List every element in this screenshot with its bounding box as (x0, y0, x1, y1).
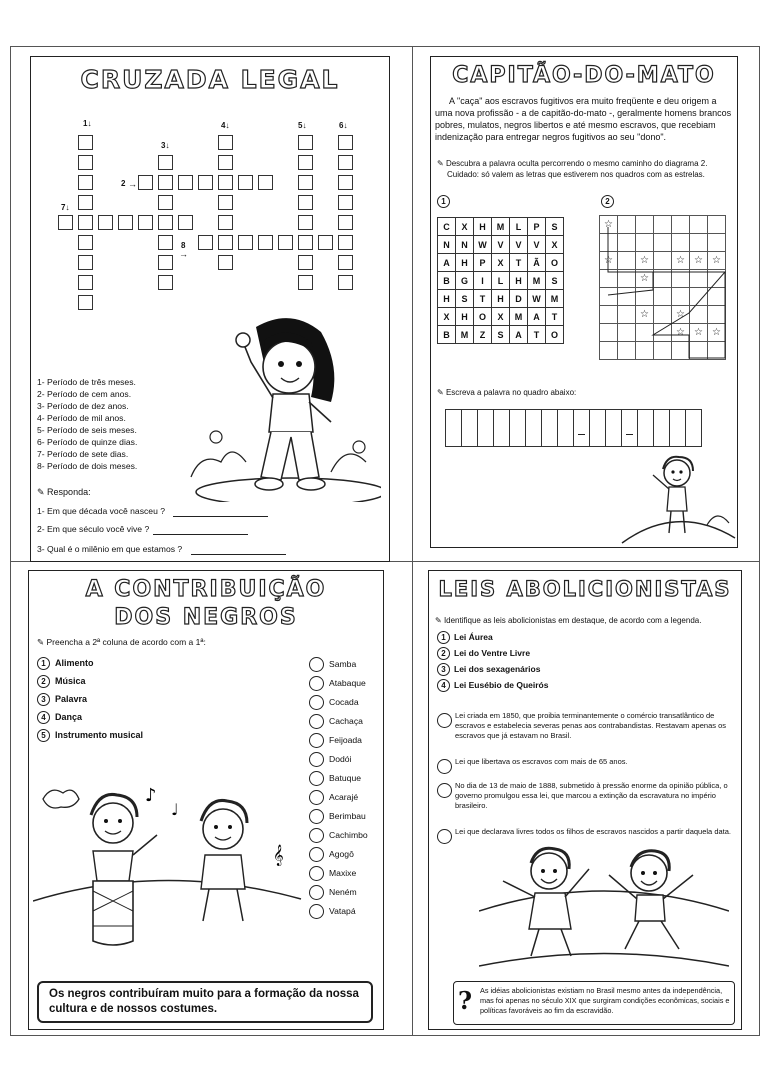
statement-answer-circle[interactable] (437, 829, 452, 844)
clue-item: 7- Período de sete dias. (37, 449, 129, 459)
clue-number-3: 3↓ (161, 141, 170, 150)
item-label: Feijoada (329, 735, 362, 745)
letter-cell: M (492, 218, 510, 236)
crossword-panel (30, 56, 390, 562)
clue-number-1: 1↓ (83, 119, 92, 128)
crossword-cell[interactable] (78, 135, 93, 150)
letter-cell: H (456, 308, 474, 326)
letter-cell: H (474, 218, 492, 236)
answer-box[interactable] (637, 409, 654, 447)
vertical-divider (412, 46, 413, 1036)
letter-cell: S (492, 326, 510, 344)
letter-cell: T (546, 308, 564, 326)
letter-cell: N (456, 236, 474, 254)
letter-cell: V (492, 236, 510, 254)
letter-cell: B (438, 326, 456, 344)
letter-cell: H (492, 290, 510, 308)
item-label: Acarajé (329, 792, 359, 802)
children-illustration (479, 841, 729, 981)
category-number-badge: 2 (37, 675, 50, 688)
letter-cell: Ã (528, 254, 546, 272)
svg-text:♩: ♩ (171, 800, 179, 819)
letter-cell: A (528, 308, 546, 326)
crossword-cell[interactable] (158, 255, 173, 270)
legend-label: Lei Áurea (454, 632, 493, 642)
item-label: Cachaça (329, 716, 363, 726)
write-instruction-text: Escreva a palavra no quadro abaixo: (445, 388, 577, 397)
item-label: Dodói (329, 754, 352, 764)
clue-item: 5- Período de seis meses. (37, 425, 137, 435)
crossword-cell[interactable] (158, 235, 173, 250)
crossword-cell[interactable] (238, 235, 253, 250)
crossword-cell[interactable] (298, 155, 313, 170)
leis-instruction-text: Identifique as leis abolicionistas em destaque, de acordo com a legenda. (443, 616, 702, 625)
item-answer-circle[interactable] (309, 809, 324, 824)
star-icon: ☆ (604, 254, 613, 266)
answer-box[interactable] (525, 409, 542, 447)
crossword-cell[interactable] (98, 215, 113, 230)
statement-answer-circle[interactable] (437, 783, 452, 798)
letter-cell: O (546, 326, 564, 344)
item-answer-circle[interactable] (309, 657, 324, 672)
crossword-cell[interactable] (78, 255, 93, 270)
answer-boxes[interactable] (445, 409, 701, 447)
clue-item: 8- Período de dois meses. (37, 461, 138, 471)
letter-cell: M (546, 290, 564, 308)
crossword-cell[interactable] (298, 195, 313, 210)
respond-label: ✎ Responda: (37, 487, 91, 497)
clue-number-6: 6↓ (339, 121, 348, 130)
capitao-panel (430, 56, 738, 548)
answer-box[interactable] (589, 409, 606, 447)
statement-answer-circle[interactable] (437, 713, 452, 728)
respond-label-text: Responda: (47, 487, 91, 497)
arrow-right-2: → (128, 179, 137, 189)
write-instruction: ✎ Escreva a palavra no quadro abaixo: (437, 388, 577, 397)
letter-cell: X (546, 236, 564, 254)
item-answer-circle[interactable] (309, 733, 324, 748)
crossword-cell[interactable] (78, 295, 93, 310)
crossword-cell[interactable] (298, 175, 313, 190)
answer-box[interactable] (509, 409, 526, 447)
crossword-cell[interactable] (158, 155, 173, 170)
item-label: Agogô (329, 849, 354, 859)
star-icon: ☆ (640, 254, 649, 266)
star-icon: ☆ (712, 326, 721, 338)
crossword-cell[interactable] (218, 235, 233, 250)
capitao-instruction-2: Cuidado: só valem as letras que estiverem nos quadros com as estrelas. (447, 170, 705, 179)
crossword-cell[interactable] (158, 215, 173, 230)
item-label: Atabaque (329, 678, 366, 688)
category-number-badge: 3 (37, 693, 50, 706)
legend-number-badge: 2 (437, 647, 450, 660)
letter-cell: X (492, 254, 510, 272)
crossword-cell[interactable] (338, 215, 353, 230)
clue-item: 4- Período de mil anos. (37, 413, 126, 423)
capitao-title: CAPITÃO-DO-MATO (452, 63, 716, 88)
category-label: Alimento (55, 658, 94, 668)
contribuicao-panel (28, 570, 384, 1030)
item-answer-circle[interactable] (309, 695, 324, 710)
letter-cell: M (510, 308, 528, 326)
letter-cell: W (528, 290, 546, 308)
answer-line-3[interactable] (191, 554, 286, 555)
crossword-cell[interactable] (158, 175, 173, 190)
item-label: Vatapá (329, 906, 356, 916)
answer-box[interactable] (573, 409, 590, 447)
letter-cell: C (438, 218, 456, 236)
leis-panel (428, 570, 742, 1030)
clue-number-7: 7↓ (61, 203, 70, 212)
crossword-cell[interactable] (138, 175, 153, 190)
crossword-cell[interactable] (178, 175, 193, 190)
drummers-illustration (33, 771, 303, 961)
question-3: 3- Qual é o milênio em que estamos ? (37, 544, 183, 554)
letter-cell: V (510, 236, 528, 254)
category-label: Dança (55, 712, 83, 722)
crossword-cell[interactable] (258, 235, 273, 250)
letter-cell: H (510, 272, 528, 290)
clue-number-8: 8 (181, 241, 186, 250)
clue-item: 2- Período de cem anos. (37, 389, 132, 399)
crossword-cell[interactable] (298, 215, 313, 230)
category-number-badge: 4 (37, 711, 50, 724)
statement-text: No dia de 13 de maio de 1888, submetido à pressão enorme da opinião pública, o governo promulgou essa lei, que marcou a extinção da escravatura no império brasileiro. (455, 781, 728, 810)
legend-label: Lei Eusébio de Queirós (454, 680, 549, 690)
crossword-cell[interactable] (218, 195, 233, 210)
capitao-instruction-1-text: Descubra a palavra oculta percorrendo o mesmo caminho do diagrama 2. (445, 159, 708, 168)
crossword-cell[interactable] (298, 255, 313, 270)
crossword-cell[interactable] (338, 255, 353, 270)
crossword-cell[interactable] (338, 175, 353, 190)
contribuicao-instruction-text: Preencha a 2ª coluna de acordo com a 1ª: (46, 637, 206, 647)
crossword-cell[interactable] (218, 135, 233, 150)
crossword-cell[interactable] (298, 135, 313, 150)
star-icon: ☆ (640, 308, 649, 320)
star-icon: ☆ (676, 326, 685, 338)
answer-box[interactable] (653, 409, 670, 447)
letter-cell: X (492, 308, 510, 326)
letter-cell: S (546, 272, 564, 290)
legend-number-badge: 3 (437, 663, 450, 676)
item-label: Neném (329, 887, 357, 897)
letter-cell: T (510, 254, 528, 272)
answer-box[interactable] (669, 409, 686, 447)
clue-number-5: 5↓ (298, 121, 307, 130)
crossword-cell[interactable] (338, 135, 353, 150)
letter-grid (437, 217, 564, 344)
star-icon: ☆ (712, 254, 721, 266)
clue-number-4: 4↓ (221, 121, 230, 130)
answer-box[interactable] (605, 409, 622, 447)
letter-cell: V (528, 236, 546, 254)
item-label: Maxixe (329, 868, 357, 878)
clue-item: 3- Período de dez anos. (37, 401, 129, 411)
letter-cell: L (492, 272, 510, 290)
crossword-cell[interactable] (218, 175, 233, 190)
category-number-badge: 5 (37, 729, 50, 742)
diagram-2-label: 2 (601, 195, 614, 208)
item-answer-circle[interactable] (309, 866, 324, 881)
item-answer-circle[interactable] (309, 885, 324, 900)
letter-cell: T (528, 326, 546, 344)
statement-text: Lei que declarava livres todos os filhos de escravos nascidos a partir daquela data. (455, 827, 731, 836)
item-answer-circle[interactable] (309, 904, 324, 919)
crossword-cell[interactable] (218, 155, 233, 170)
answer-box[interactable] (477, 409, 494, 447)
item-answer-circle[interactable] (309, 676, 324, 691)
svg-text:♪: ♪ (145, 785, 157, 806)
crossword-title: CRUZADA LEGAL (80, 65, 340, 94)
answer-box[interactable] (557, 409, 574, 447)
category-label: Palavra (55, 694, 88, 704)
crossword-cell[interactable] (78, 155, 93, 170)
answer-line-2[interactable] (153, 534, 248, 535)
star-icon: ☆ (640, 272, 649, 284)
letter-cell: O (546, 254, 564, 272)
legend-label: Lei dos sexagenários (454, 664, 541, 674)
diagram-1-label: 1 (437, 195, 450, 208)
answer-line-1[interactable] (173, 516, 268, 517)
legend-label: Lei do Ventre Livre (454, 648, 531, 658)
letter-cell: P (474, 254, 492, 272)
letter-cell: L (510, 218, 528, 236)
item-answer-circle[interactable] (309, 752, 324, 767)
letter-cell: O (474, 308, 492, 326)
category-label: Instrumento musical (55, 730, 144, 740)
crossword-cell[interactable] (218, 255, 233, 270)
crossword-cell[interactable] (298, 275, 313, 290)
letter-cell: M (456, 326, 474, 344)
question-2: 2- Em que século você vive ? (37, 524, 150, 534)
letter-cell: A (438, 254, 456, 272)
answer-box[interactable] (621, 409, 638, 447)
statement-text: Lei criada em 1850, que proibia terminantemente o comércio transatlântico de escravos e estabelecia severas penas aos contrabandistas. Restavam apenas os escravos que já estavam no Brasil. (455, 711, 726, 740)
crossword-cell[interactable] (78, 275, 93, 290)
letter-cell: X (438, 308, 456, 326)
item-answer-circle[interactable] (309, 714, 324, 729)
letter-cell: A (510, 326, 528, 344)
legend-number-badge: 1 (437, 631, 450, 644)
crossword-cell[interactable] (58, 215, 73, 230)
statement-text: Lei que libertava os escravos com mais de 65 anos. (455, 757, 628, 766)
capitao-intro: A "caça" aos escravos fugitivos era muito freqüente e deu origem a uma nova profissão - a de capitão-do-mato -, geralmente homens brancos pobres, mulatos, negros libertos e até mesmo escravos, que recebiam indenização para entregar negros fugitivos ao seu "dono". (435, 96, 732, 142)
letter-cell: H (438, 290, 456, 308)
answer-box[interactable] (493, 409, 510, 447)
category-label: Música (55, 676, 86, 686)
answer-box[interactable] (461, 409, 478, 447)
item-label: Cocada (329, 697, 359, 707)
crossword-cell[interactable] (78, 195, 93, 210)
crossword-cell[interactable] (178, 215, 193, 230)
letter-cell: D (510, 290, 528, 308)
question-mark-icon: ? (458, 986, 473, 1015)
letter-cell: P (528, 218, 546, 236)
letter-cell: G (456, 272, 474, 290)
item-answer-circle[interactable] (309, 828, 324, 843)
item-label: Batuque (329, 773, 362, 783)
category-number-badge: 1 (37, 657, 50, 670)
contribuicao-instruction: ✎ Preencha a 2ª coluna de acordo com a 1ª: (37, 637, 206, 647)
item-answer-circle[interactable] (309, 790, 324, 805)
crossword-cell[interactable] (338, 275, 353, 290)
crossword-cell[interactable] (198, 235, 213, 250)
arrow-right-8: → (179, 249, 188, 259)
clue-item: 6- Período de quinze dias. (37, 437, 138, 447)
crossword-cell[interactable] (218, 215, 233, 230)
contribuicao-title-2: DOS NEGROS (114, 605, 298, 630)
item-answer-circle[interactable] (309, 771, 324, 786)
letter-cell: X (456, 218, 474, 236)
letter-cell: H (456, 254, 474, 272)
statement-answer-circle[interactable] (437, 759, 452, 774)
answer-box[interactable] (445, 409, 462, 447)
letter-cell: M (528, 272, 546, 290)
crossword-cell[interactable] (78, 215, 93, 230)
star-icon: ☆ (676, 308, 685, 320)
crossword-cell[interactable] (78, 235, 93, 250)
legend-number-badge: 4 (437, 679, 450, 692)
crossword-cell[interactable] (158, 275, 173, 290)
crossword-cell[interactable] (318, 235, 333, 250)
item-label: Berimbau (329, 811, 366, 821)
star-path-lines (599, 215, 738, 373)
girl-illustration (181, 312, 381, 502)
answer-box[interactable] (541, 409, 558, 447)
child-illustration (617, 453, 737, 545)
letter-cell: S (456, 290, 474, 308)
item-answer-circle[interactable] (309, 847, 324, 862)
crossword-cell[interactable] (198, 175, 213, 190)
contribuicao-message: Os negros contribuíram muito para a formação da nossa cultura e de nossos costumes. (37, 981, 373, 1023)
letter-cell: S (546, 218, 564, 236)
crossword-cell[interactable] (258, 175, 273, 190)
svg-text:𝄞: 𝄞 (273, 845, 284, 866)
letter-cell: W (474, 236, 492, 254)
crossword-cell[interactable] (78, 175, 93, 190)
capitao-instruction-1: ✎ Descubra a palavra oculta percorrendo o mesmo caminho do diagrama 2. (437, 159, 708, 168)
crossword-cell[interactable] (138, 215, 153, 230)
clue-item: 1- Período de três meses. (37, 377, 136, 387)
crossword-cell[interactable] (338, 235, 353, 250)
footnote-text: As idéias abolicionistas existiam no Brasil mesmo antes da independência, mas foi apenas no século XIX que surgiram condições econômicas, sociais e políticas favoráveis ao fim da escravidão. (480, 986, 730, 1015)
letter-cell: N (438, 236, 456, 254)
footnote-box (453, 981, 735, 1025)
leis-instruction: ✎ Identifique as leis abolicionistas em destaque, de acordo com a legenda. (435, 616, 702, 625)
contribuicao-title-1: A CONTRIBUIÇÃO (85, 577, 327, 602)
letter-cell: B (438, 272, 456, 290)
star-icon: ☆ (694, 254, 703, 266)
letter-cell: Z (474, 326, 492, 344)
star-icon: ☆ (694, 326, 703, 338)
answer-box[interactable] (685, 409, 702, 447)
clue-number-2: 2 (121, 179, 126, 188)
crossword-cell[interactable] (158, 195, 173, 210)
letter-cell: T (474, 290, 492, 308)
star-icon: ☆ (676, 254, 685, 266)
crossword-cell[interactable] (338, 155, 353, 170)
crossword-cell[interactable] (118, 215, 133, 230)
crossword-cell[interactable] (238, 175, 253, 190)
item-label: Cachimbo (329, 830, 368, 840)
crossword-cell[interactable] (298, 235, 313, 250)
leis-title: LEIS ABOLICIONISTAS (438, 577, 732, 601)
crossword-cell[interactable] (338, 195, 353, 210)
question-1: 1- Em que década você nasceu ? (37, 506, 166, 516)
star-icon: ☆ (604, 218, 613, 230)
letter-cell: I (474, 272, 492, 290)
crossword-cell[interactable] (278, 235, 293, 250)
item-label: Samba (329, 659, 357, 669)
